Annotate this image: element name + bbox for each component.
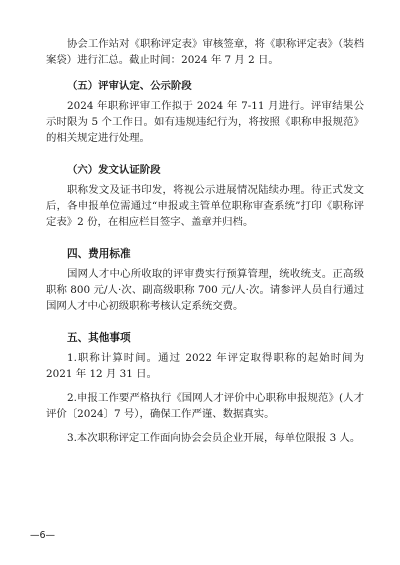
paragraph-item-3: 3.本次职称评定工作面向协会会员企业开展，每单位限报 3 人。 bbox=[67, 432, 361, 444]
page-number: —6— bbox=[30, 530, 56, 541]
section-heading-fees: 四、费用标准 bbox=[67, 248, 131, 260]
paragraph-issuance: 职称发文及证书印发，将视公示进展情况陆续办理。待正式发文后，各申报单位需通过“申报或主管单位职称审查系统”打印《职称评定表》2 份，在相应栏目签字、盖章并归档。 bbox=[46, 184, 364, 228]
paragraph-summary-submission: 协会工作站对《职称评定表》审核签章，将《职称评定表》（装档案袋）进行汇总。截止时间：2024 年 7 月 2 日。 bbox=[46, 38, 364, 66]
paragraph-review-schedule: 2024 年职称评审工作拟于 2024 年 7-11 月进行。评审结果公示时限为 5 个工作日。如有违规违纪行为，将按照《职称申报规范》的相关规定进行处理。 bbox=[46, 100, 364, 144]
section-heading-other: 五、其他事项 bbox=[67, 332, 131, 344]
subheading-review-publicity: （五）评审认定、公示阶段 bbox=[67, 80, 192, 92]
paragraph-item-2: 2.申报工作要严格执行《国网人才评价中心职称申报规范》(人才评价〔2024〕7 号），确保工作严谨、数据真实。 bbox=[46, 392, 364, 420]
paragraph-fees: 国网人才中心所收取的评审费实行预算管理，统收统支。正高级职称 800 元/人·次、副高级职称 700 元/人·次。请参评人员自行通过国网人才中心初级职称考核认定系统交费。 bbox=[46, 268, 364, 312]
subheading-issuance: （六）发文认证阶段 bbox=[67, 164, 161, 176]
paragraph-item-1: 1.职称计算时间。通过 2022 年评定取得职称的起始时间为 2021 年 12 月 31 日。 bbox=[46, 352, 364, 380]
